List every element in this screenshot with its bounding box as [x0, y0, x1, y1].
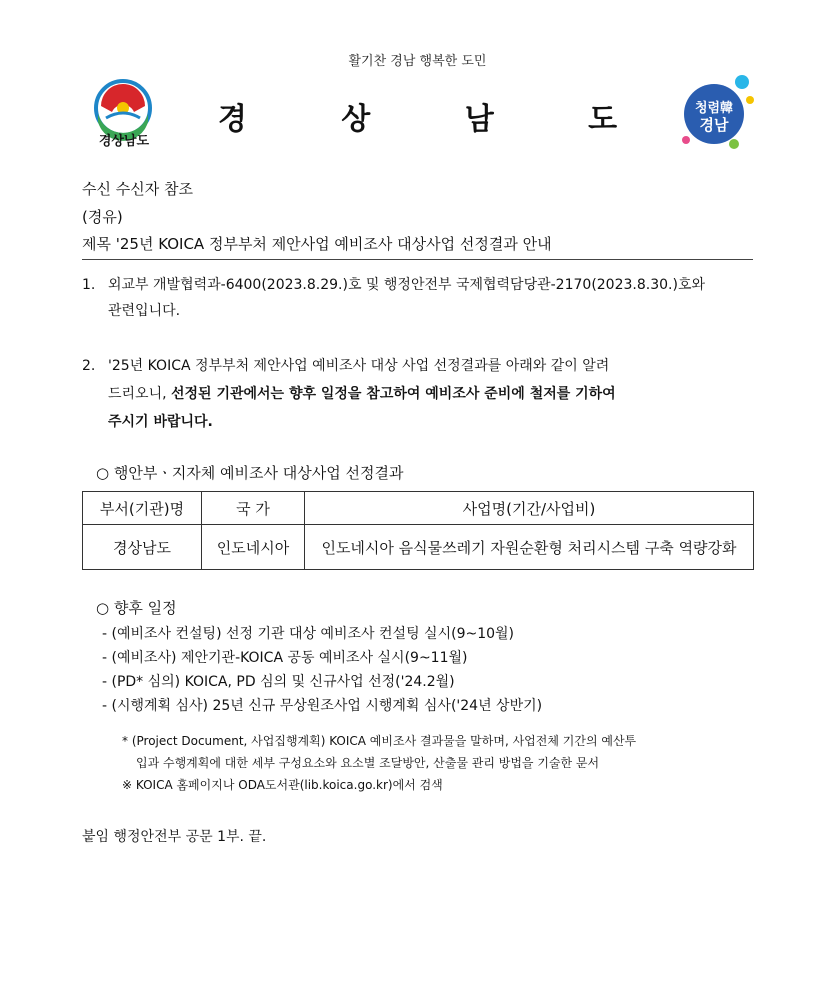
via-line: (경유): [82, 208, 123, 226]
table-header-cell: 사업명(기간/사업비): [305, 492, 754, 525]
paragraph-1-number: 1.: [82, 277, 96, 293]
subject-line: 제목 '25년 KOICA 정부부처 제안사업 예비조사 대상사업 선정결과 안내: [82, 235, 552, 253]
attachment-line: 붙임 행정안전부 공문 1부. 끝.: [82, 829, 267, 845]
subject-divider: [82, 259, 753, 260]
logo-right-line2: 경남: [699, 116, 729, 134]
footnote-line: 입과 수행계획에 대한 세부 구성요소와 요소별 조달방안, 산출물 관리 방법을 기술한 문서: [136, 756, 600, 770]
schedule-list: [102, 622, 542, 718]
pd-footnote: [122, 730, 758, 796]
slogan: 활기찬 경남 행복한 도민: [348, 54, 487, 69]
footnote-reference-line: ※ KOICA 홈페이지나 ODA도서관(lib.koica.go.kr)에서 검색: [122, 778, 443, 792]
paragraph-1-line1: 외교부 개발협력과-6400(2023.8.29.)호 및 행정안전부 국제협력담당관-2170(2023.8.30.)호와: [108, 277, 705, 293]
integrity-gyeongnam-logo-icon: [672, 70, 756, 152]
paragraph-1-line2: 관련입니다.: [108, 303, 181, 319]
table-header-row: [83, 492, 754, 525]
selection-heading: ○ 행안부ㆍ지자체 예비조사 대상사업 선정결과: [96, 464, 404, 482]
recipient-line: 수신 수신자 참조: [82, 180, 193, 198]
table-cell: 경상남도: [83, 525, 202, 570]
footnote-line: * (Project Document, 사업집행계획) KOICA 예비조사 결과물을 말하며, 사업전체 기간의 예산투: [122, 734, 637, 748]
table-cell: 인도네시아: [202, 525, 305, 570]
document-title: 경 상 남 도: [217, 102, 660, 137]
paragraph-1: [82, 272, 757, 324]
paragraph-2-line1: '25년 KOICA 정부부처 제안사업 예비조사 대상 사업 선정결과를 아래와 같이 알려: [108, 358, 610, 374]
logo-right-line1: 청렴韓: [694, 101, 734, 116]
paragraph-2-number: 2.: [82, 358, 96, 374]
paragraph-2-line2-plain: 드리오니,: [108, 386, 171, 402]
paragraph-2: [82, 352, 757, 436]
schedule-item: - (예비조사 컨설팅) 선정 기관 대상 예비조사 컨설팅 실시(9~10월): [102, 626, 515, 642]
schedule-item: - (예비조사) 제안기관-KOICA 공동 예비조사 실시(9~11월): [102, 650, 468, 666]
paragraph-2-line2-bold: 선정된 기관에서는 향후 일정을 참고하여 예비조사 준비에 철저를 기하여: [171, 386, 616, 402]
emblem-caption: 경상남도: [98, 134, 150, 149]
table-header-cell: 국 가: [202, 492, 305, 525]
schedule-item: - (PD* 심의) KOICA, PD 심의 및 신규사업 선정('24.2월): [102, 674, 455, 690]
table-row: [83, 525, 754, 570]
paragraph-2-line3-bold: 주시기 바랍니다.: [108, 414, 213, 430]
schedule-item: - (시행계획 심사) 25년 신규 무상원조사업 시행계획 심사('24년 상반기): [102, 698, 543, 714]
table-cell: 인도네시아 음식물쓰레기 자원순환형 처리시스템 구축 역량강화: [305, 525, 754, 570]
schedule-heading: ○ 향후 일정: [96, 599, 177, 617]
selection-table: [82, 491, 754, 570]
table-header-cell: 부서(기관)명: [83, 492, 202, 525]
